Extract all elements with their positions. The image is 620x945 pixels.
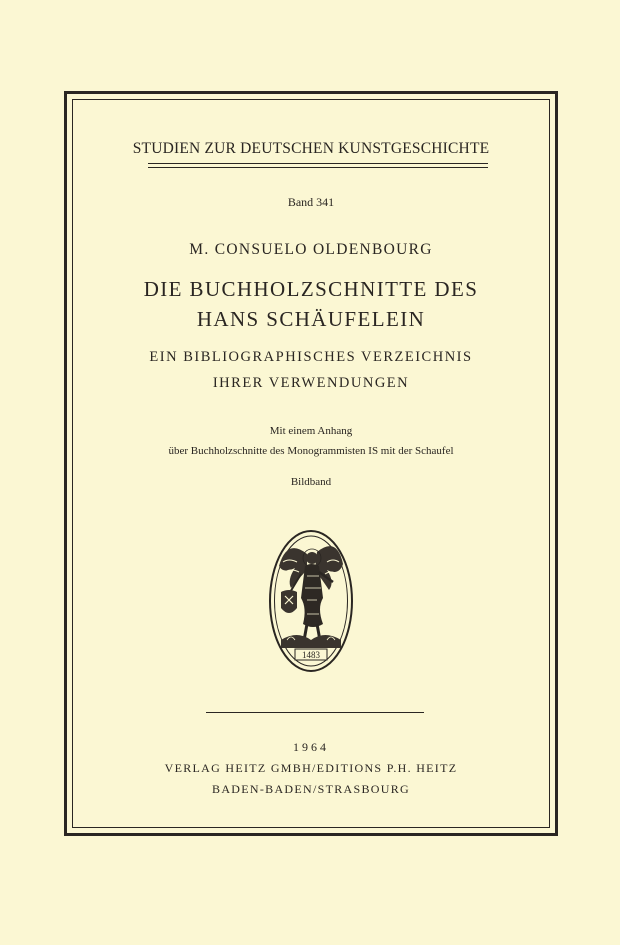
series-title: STUDIEN ZUR DEUTSCHEN KUNSTGESCHICHTE — [132, 140, 490, 157]
series-rule-bottom — [148, 167, 488, 168]
book-title-line-2: HANS SCHÄUFELEIN — [196, 307, 426, 331]
series-rule-top — [148, 163, 488, 164]
title-page-inner-frame — [72, 99, 550, 828]
publisher-seal-icon — [267, 528, 355, 674]
subtitle-line-1: EIN BIBLIOGRAPHISCHES VERZEICHNIS — [149, 349, 473, 365]
imprint-rule — [206, 712, 424, 713]
publication-place: BADEN-BADEN/STRASBOURG — [212, 782, 410, 796]
edition-note: Bildband — [290, 476, 332, 488]
seal-inscription: 1483 — [302, 650, 320, 660]
publisher-name: VERLAG HEITZ GMBH/EDITIONS P.H. HEITZ — [164, 761, 458, 775]
title-page-frame — [64, 91, 558, 836]
author-name: M. CONSUELO OLDENBOURG — [189, 241, 433, 258]
volume-number: Band 341 — [287, 195, 335, 209]
appendix-note-line-2: über Buchholzschnitte des Monogrammisten IS mit der Schaufel — [168, 445, 454, 457]
appendix-note-line-1: Mit einem Anhang — [269, 425, 353, 437]
subtitle-line-2: IHRER VERWENDUNGEN — [212, 375, 410, 391]
publication-year: 1964 — [293, 740, 329, 754]
book-title-line-1: DIE BUCHHOLZSCHNITTE DES — [143, 277, 479, 301]
